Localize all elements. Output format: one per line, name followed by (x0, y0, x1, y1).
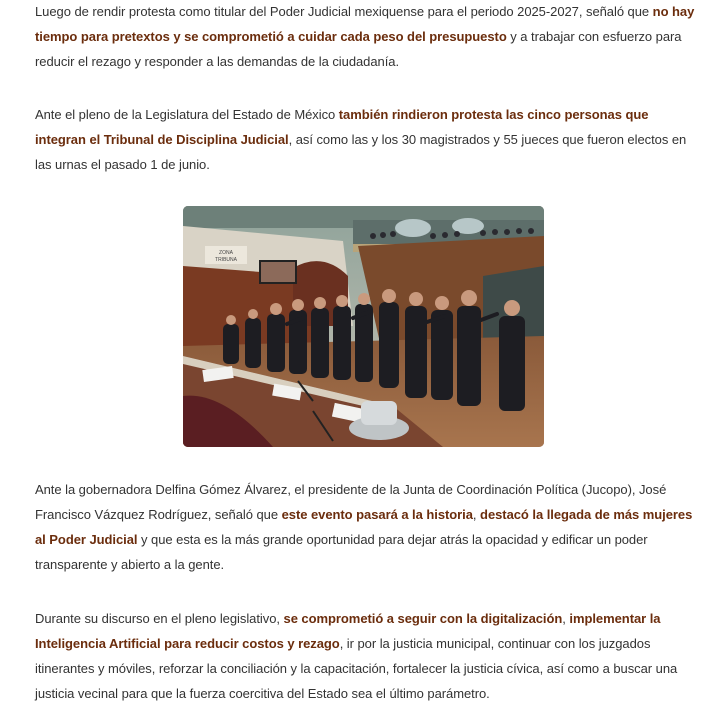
paragraph-2 (35, 102, 695, 177)
body-text: , así como las y los 30 magistrados y 55 jueces que fueron electos en las urnas el pasado 1 de junio. (35, 132, 687, 172)
highlighted-text: destacó la llegada de más mujeres al Poder Judicial (35, 507, 693, 547)
photo-sign-line-2: TRIBUNA (215, 257, 237, 263)
body-text: , (472, 507, 481, 522)
paragraph-4 (35, 606, 695, 706)
body-text: Ante la gobernadora Delfina Gómez Álvarez, el presidente de la Junta de Coordinación Política (Jucopo), José Francisco Vázquez Rodríguez, señaló que (35, 482, 667, 522)
highlighted-text: implementar la Inteligencia Artificial para reducir costos y rezago (35, 611, 661, 651)
paragraph-1 (35, 0, 695, 74)
body-text: , ir por la justicia municipal, continuar con los juzgados itinerantes y móviles, reforzar la conciliación y la capacitación, fortalecer la justicia cívica, así como a buscar una justicia vecinal para que la fuerza coercitiva del Estado sea el último parámetro. (35, 636, 678, 701)
photo-sign-line-1: ZONA (219, 250, 233, 256)
body-text: Durante su discurso en el pleno legislativo, (35, 611, 284, 626)
body-text: Luego de rendir protesta como titular del Poder Judicial mexiquense para el periodo 2025-2027, señaló que (35, 4, 653, 19)
article-photo-swearing-in (183, 206, 544, 447)
highlighted-text: se comprometió a seguir con la digitalización (283, 611, 563, 626)
body-text: y que esta es la más grande oportunidad para dejar atrás la opacidad y edificar un poder transparente y abierto a la gente. (35, 532, 648, 572)
paragraph-3 (35, 477, 695, 577)
highlighted-text: también rindieron protesta las cinco personas que integran el Tribunal de Disciplina Judicial (35, 107, 649, 147)
body-text: Ante el pleno de la Legislatura del Estado de México (35, 107, 339, 122)
highlighted-text: este evento pasará a la historia (281, 507, 473, 522)
body-text: , (562, 611, 570, 626)
body-text: y a trabajar con esfuerzo para reducir el rezago y responder a las demandas de la ciudadanía. (35, 29, 682, 69)
highlighted-text: no hay tiempo para pretextos y se comprometió a cuidar cada peso del presupuesto (35, 4, 695, 44)
